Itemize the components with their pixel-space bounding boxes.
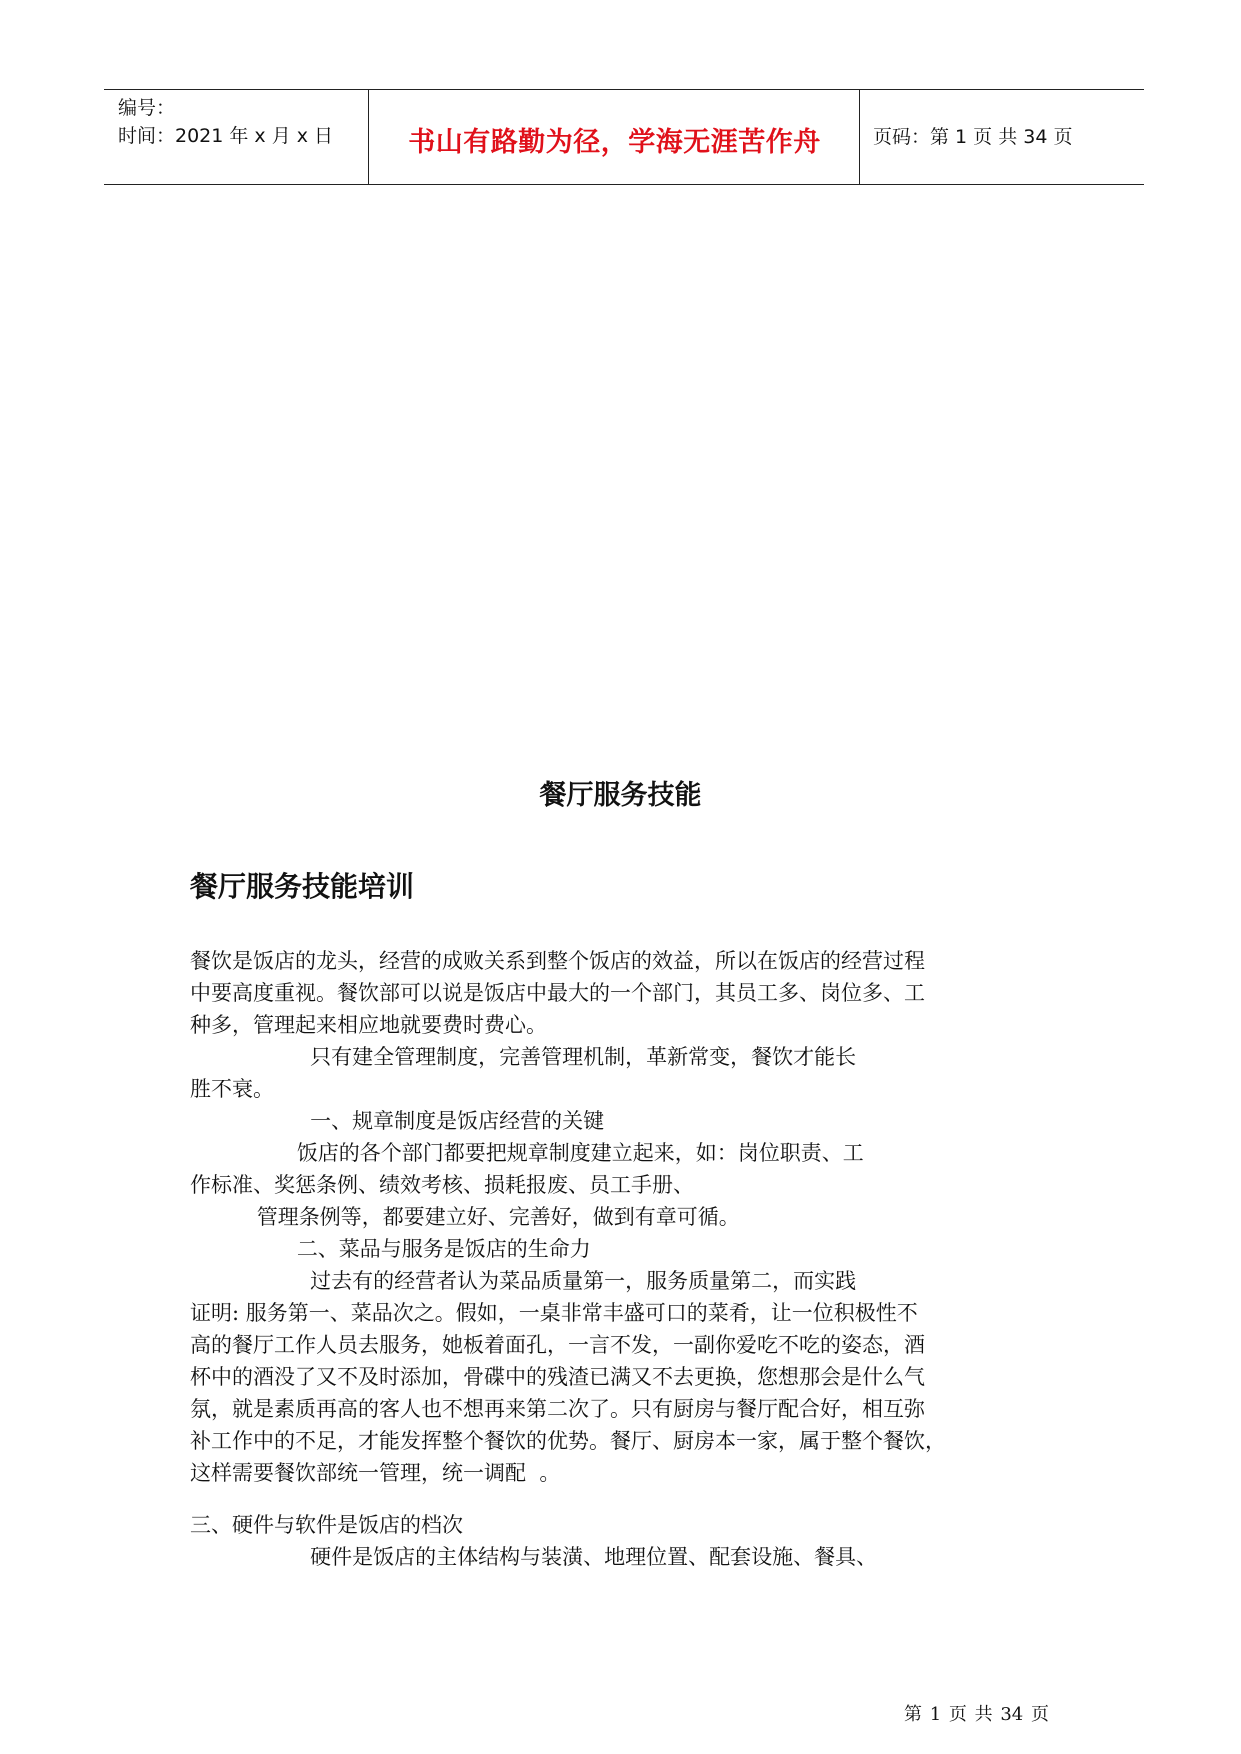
header-motto: 书山有路勤为径，学海无涯苦作舟 [408,127,821,158]
page-footer: 第 1 页 共 34 页 [904,1704,1049,1725]
body-line: 种多，管理起来相应地就要费时费心。 [190,1013,547,1037]
body-line: 作标准、奖惩条例、绩效考核、损耗报废、员工手册、 [190,1173,694,1197]
body-line: 高的餐厅工作人员去服务，她板着面孔，一言不发，一副你爱吃不吃的姿态，酒 [190,1333,925,1357]
body-line: 一、规章制度是饭店经营的关键 [190,1109,605,1133]
header-divider [368,90,369,184]
body-line: 管理条例等，都要建立好、完善好，做到有章可循。 [190,1205,740,1229]
body-line: 三、硬件与软件是饭店的档次 [190,1513,463,1537]
body-line: 餐饮是饭店的龙头，经营的成败关系到整个饭店的效益，所以在饭店的经营过程 [190,949,925,973]
header-divider [859,90,860,184]
body-line: 饭店的各个部门都要把规章制度建立起来，如：岗位职责、工 [190,1141,864,1165]
body-line: 补工作中的不足，才能发挥整个餐饮的优势。餐厅、厨房本一家，属于整个餐饮， [190,1429,946,1453]
body-line: 胜不衰。 [190,1077,274,1101]
header-page-info: 页码：第 1 页 共 34 页 [873,126,1073,148]
time-label: 时间：2021 年 x 月 x 日 [118,125,334,147]
body-line: 证明: 服务第一、菜品次之。假如，一桌非常丰盛可口的菜肴，让一位积极性不 [190,1301,918,1325]
body-line: 二、菜品与服务是饭店的生命力 [190,1237,591,1261]
body-line: 氛，就是素质再高的客人也不想再来第二次了。只有厨房与餐厅配合好，相互弥 [190,1397,925,1421]
paragraph-gap [190,1489,1062,1509]
document-title: 餐厅服务技能 [539,780,702,811]
body-line: 只有建全管理制度，完善管理机制，革新常变，餐饮才能长 [190,1045,857,1069]
body-line: 硬件是饭店的主体结构与装潢、地理位置、配套设施、餐具、 [190,1545,878,1569]
body-line: 这样需要餐饮部统一管理，统一调配 。 [190,1461,561,1485]
document-body [190,945,1062,1573]
body-line: 中要高度重视。餐饮部可以说是饭店中最大的一个部门，其员工多、岗位多、工 [190,981,925,1005]
serial-number-label: 编号： [118,97,176,119]
section-heading: 餐厅服务技能培训 [190,870,415,903]
body-line: 过去有的经营者认为菜品质量第一，服务质量第二，而实践 [190,1269,857,1293]
body-line: 杯中的酒没了又不及时添加，骨碟中的残渣已满又不去更换，您想那会是什么气 [190,1365,925,1389]
header-meta [118,94,368,150]
page-header [104,89,1144,185]
